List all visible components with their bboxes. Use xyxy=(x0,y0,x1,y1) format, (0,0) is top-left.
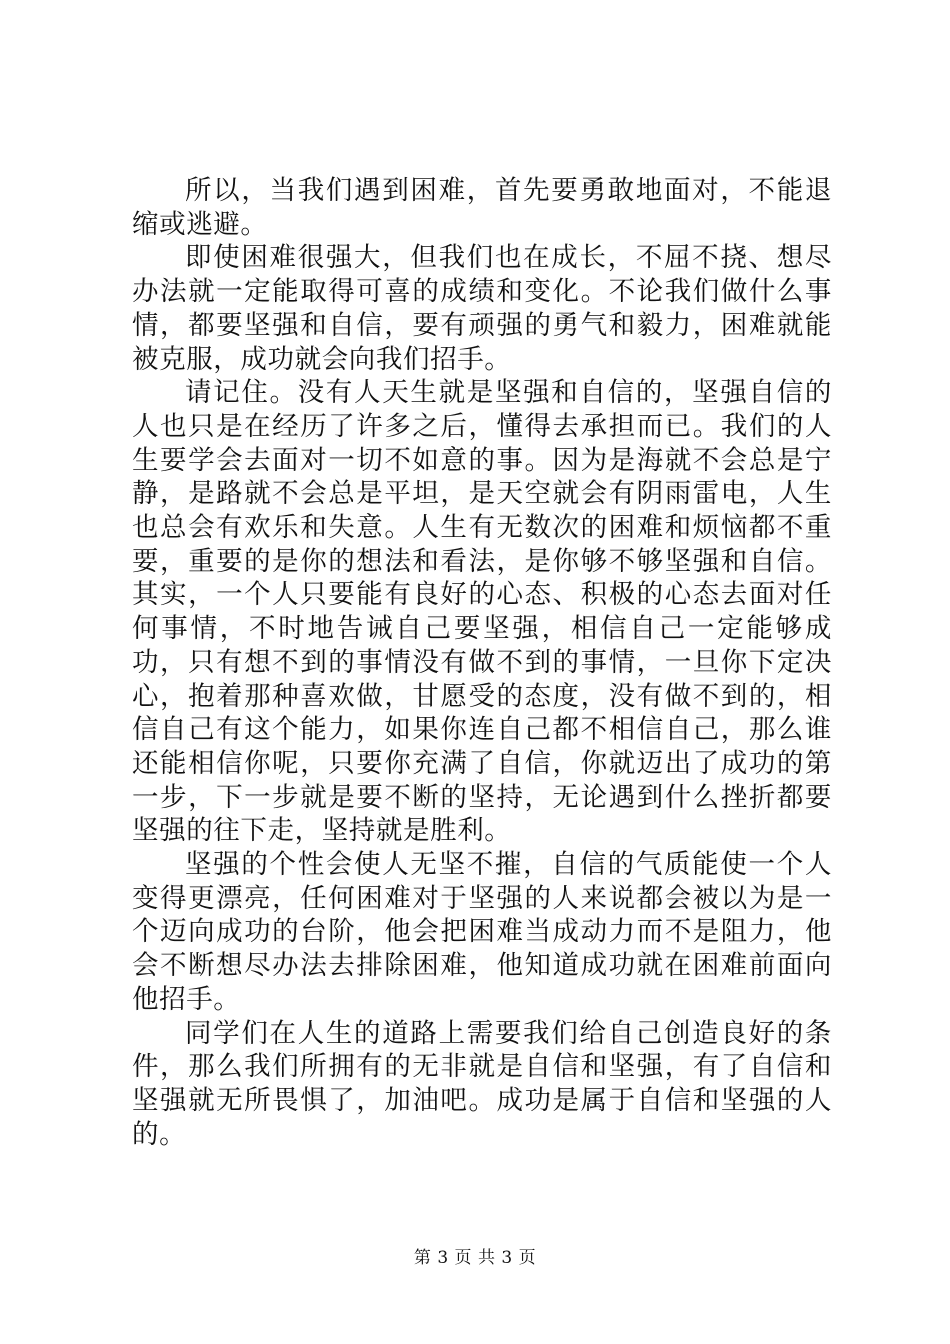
paragraph-4: 坚强的个性会使人无坚不摧，自信的气质能使一个人变得更漂亮，任何困难对于坚强的人来说都会被以为是一个迈向成功的台阶，他会把困难当成动力而不是阻力，他会不断想尽办法去排除困难，他知道成功就在困难前面向他招手。 xyxy=(132,849,832,1015)
paragraph-1: 所以，当我们遇到困难，首先要勇敢地面对，不能退缩或逃避。 xyxy=(132,175,832,240)
document-body xyxy=(132,174,832,1151)
paragraph-5: 同学们在人生的道路上需要我们给自己创造良好的条件，那么我们所拥有的无非就是自信和坚强，有了自信和坚强就无所畏惧了，加油吧。成功是属于自信和坚强的人的。 xyxy=(132,1017,832,1150)
paragraph-2: 即使困难很强大，但我们也在成长，不屈不挠、想尽办法就一定能取得可喜的成绩和变化。不论我们做什么事情，都要坚强和自信，要有顽强的勇气和毅力，困难就能被克服，成功就会向我们招手。 xyxy=(132,242,832,375)
page-number-footer: 第 3 页 共 3 页 xyxy=(413,1248,537,1268)
paragraph-3: 请记住。没有人天生就是坚强和自信的，坚强自信的人也只是在经历了许多之后，懂得去承担而已。我们的人生要学会去面对一切不如意的事。因为是海就不会总是宁静，是路就不会总是平坦，是天空就会有阴雨雷电，人生也总会有欢乐和失意。人生有无数次的困难和烦恼都不重要，重要的是你的想法和看法，是你够不够坚强和自信。其实，一个人只要能有良好的心态、积极的心态去面对任何事情，不时地告诫自己要坚强，相信自己一定能够成功，只有想不到的事情没有做不到的事情，一旦你下定决心，抱着那种喜欢做，甘愿受的态度，没有做不到的，相信自己有这个能力，如果你连自己都不相信自己，那么谁还能相信你呢，只要你充满了自信，你就迈出了成功的第一步，下一步就是要不断的坚持，无论遇到什么挫折都要坚强的往下走，坚持就是胜利。 xyxy=(132,377,832,847)
